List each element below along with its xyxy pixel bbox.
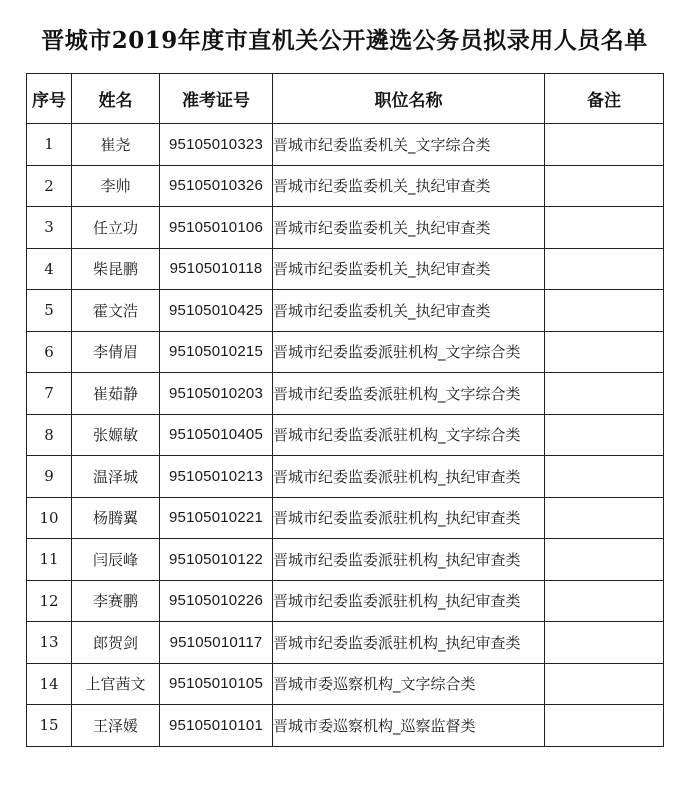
table-row [27,124,664,166]
cell-no: 5 [27,290,72,332]
table-header [27,74,664,124]
cell-no: 10 [27,497,72,539]
cell-exam-id: 95105010226 [160,580,273,622]
cell-name: 崔尧 [72,124,160,166]
table-row [27,373,664,415]
cell-exam-id: 95105010221 [160,497,273,539]
document-title: 晋城市2019年度市直机关公开遴选公务员拟录用人员名单 [41,27,648,54]
cell-note [545,705,664,747]
cell-position: 晋城市纪委监委机关_执纪审查类 [273,290,545,332]
cell-no: 9 [27,456,72,498]
cell-name: 柴昆鹏 [72,248,160,290]
cell-no: 2 [27,165,72,207]
cell-no: 13 [27,622,72,664]
column-header-note: 备注 [545,74,664,124]
cell-note [545,622,664,664]
table-row [27,248,664,290]
cell-position: 晋城市纪委监委机关_文字综合类 [273,124,545,166]
cell-name: 张嫄敏 [72,414,160,456]
cell-name: 闫辰峰 [72,539,160,581]
cell-position: 晋城市纪委监委派驻机构_执纪审查类 [273,539,545,581]
cell-note [545,165,664,207]
cell-exam-id: 95105010117 [160,622,273,664]
cell-name: 杨腾翼 [72,497,160,539]
column-header-exam-id: 准考证号 [160,74,273,124]
column-header-name: 姓名 [72,74,160,124]
column-header-position: 职位名称 [273,74,545,124]
cell-no: 14 [27,663,72,705]
table-row [27,165,664,207]
cell-position: 晋城市纪委监委派驻机构_执纪审查类 [273,580,545,622]
cell-name: 上官茜文 [72,663,160,705]
cell-note [545,124,664,166]
candidate-table [26,73,664,747]
table-row [27,539,664,581]
table-row [27,414,664,456]
table-row [27,207,664,249]
cell-note [545,456,664,498]
cell-no: 15 [27,705,72,747]
table-body [27,124,664,747]
cell-exam-id: 95105010106 [160,207,273,249]
table-row [27,456,664,498]
cell-name: 李帅 [72,165,160,207]
table-row [27,580,664,622]
table-row [27,497,664,539]
cell-no: 11 [27,539,72,581]
table-row [27,331,664,373]
cell-no: 8 [27,414,72,456]
cell-name: 崔茹静 [72,373,160,415]
cell-name: 任立功 [72,207,160,249]
cell-position: 晋城市纪委监委派驻机构_执纪审查类 [273,456,545,498]
cell-position: 晋城市纪委监委派驻机构_文字综合类 [273,331,545,373]
cell-note [545,207,664,249]
cell-exam-id: 95105010213 [160,456,273,498]
cell-no: 3 [27,207,72,249]
cell-position: 晋城市纪委监委派驻机构_执纪审查类 [273,622,545,664]
table-row [27,663,664,705]
cell-exam-id: 95105010405 [160,414,273,456]
cell-note [545,414,664,456]
cell-name: 王泽媛 [72,705,160,747]
cell-exam-id: 95105010215 [160,331,273,373]
cell-position: 晋城市委巡察机构_巡察监督类 [273,705,545,747]
cell-position: 晋城市纪委监委机关_执纪审查类 [273,165,545,207]
cell-exam-id: 95105010326 [160,165,273,207]
cell-name: 李赛鹏 [72,580,160,622]
cell-exam-id: 95105010203 [160,373,273,415]
cell-no: 6 [27,331,72,373]
column-header-no: 序号 [27,74,72,124]
cell-exam-id: 95105010323 [160,124,273,166]
cell-note [545,497,664,539]
table-row [27,622,664,664]
cell-name: 温泽城 [72,456,160,498]
cell-exam-id: 95105010101 [160,705,273,747]
cell-no: 4 [27,248,72,290]
cell-note [545,663,664,705]
cell-no: 7 [27,373,72,415]
cell-position: 晋城市纪委监委机关_执纪审查类 [273,248,545,290]
cell-exam-id: 95105010105 [160,663,273,705]
cell-exam-id: 95105010425 [160,290,273,332]
cell-position: 晋城市纪委监委派驻机构_文字综合类 [273,373,545,415]
table-row [27,705,664,747]
cell-note [545,331,664,373]
cell-note [545,580,664,622]
table-row [27,290,664,332]
cell-exam-id: 95105010118 [160,248,273,290]
cell-exam-id: 95105010122 [160,539,273,581]
cell-position: 晋城市委巡察机构_文字综合类 [273,663,545,705]
cell-no: 12 [27,580,72,622]
cell-note [545,373,664,415]
cell-name: 霍文浩 [72,290,160,332]
cell-name: 郎贺剑 [72,622,160,664]
cell-note [545,290,664,332]
cell-position: 晋城市纪委监委机关_执纪审查类 [273,207,545,249]
header-row [27,74,664,124]
cell-name: 李倩眉 [72,331,160,373]
cell-no: 1 [27,124,72,166]
cell-note [545,539,664,581]
cell-position: 晋城市纪委监委派驻机构_执纪审查类 [273,497,545,539]
cell-note [545,248,664,290]
cell-position: 晋城市纪委监委派驻机构_文字综合类 [273,414,545,456]
